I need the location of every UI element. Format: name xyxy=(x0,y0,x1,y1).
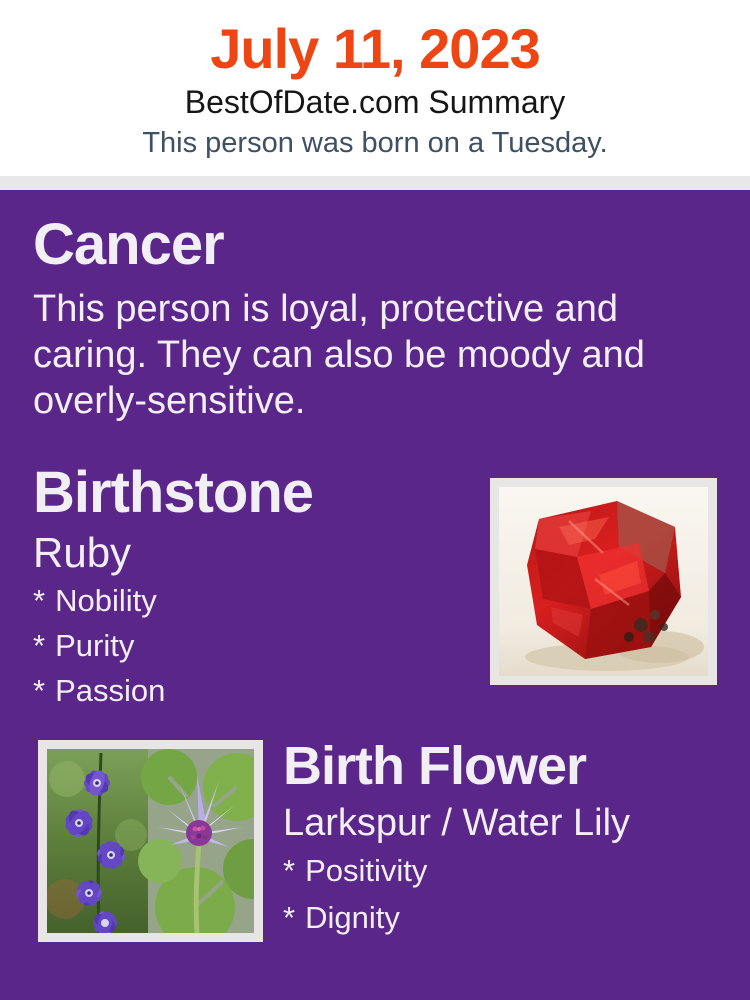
trait-label: Nobility xyxy=(55,583,157,618)
date-title: July 11, 2023 xyxy=(210,17,540,80)
birth-flower-name: Larkspur / Water Lily xyxy=(283,802,631,844)
larkspur-waterlily-illustration xyxy=(47,749,254,933)
flower-photo xyxy=(38,740,263,942)
divider xyxy=(0,176,750,190)
birth-flower-trait-list xyxy=(283,852,427,946)
trait-label: Positivity xyxy=(305,853,428,888)
trait-label: Passion xyxy=(55,673,166,708)
trait-item xyxy=(283,899,427,937)
site-summary: BestOfDate.com Summary xyxy=(184,84,566,120)
asterisk-bullet: * xyxy=(33,673,46,708)
trait-label: Dignity xyxy=(305,900,400,935)
trait-label: Purity xyxy=(55,628,135,663)
birthstone-trait-list xyxy=(33,582,165,717)
ruby-gem-illustration xyxy=(499,487,708,676)
ruby-photo xyxy=(490,478,717,685)
birthstone-name: Ruby xyxy=(33,529,132,576)
trait-item xyxy=(283,852,427,890)
asterisk-bullet: * xyxy=(283,853,296,888)
birthstone-title: Birthstone xyxy=(33,460,313,525)
header xyxy=(0,0,750,176)
birth-flower-title: Birth Flower xyxy=(283,736,587,796)
trait-item xyxy=(33,672,165,710)
trait-item xyxy=(33,627,165,665)
zodiac-sign-title: Cancer xyxy=(33,212,224,277)
born-day-tagline: This person was born on a Tuesday. xyxy=(142,127,608,159)
zodiac-description: This person is loyal, protective and caring. They can also be moody and overly-sensitive. xyxy=(33,288,645,422)
asterisk-bullet: * xyxy=(33,583,46,618)
asterisk-bullet: * xyxy=(283,900,296,935)
asterisk-bullet: * xyxy=(33,628,46,663)
trait-item xyxy=(33,582,165,620)
main-panel xyxy=(0,190,750,1000)
